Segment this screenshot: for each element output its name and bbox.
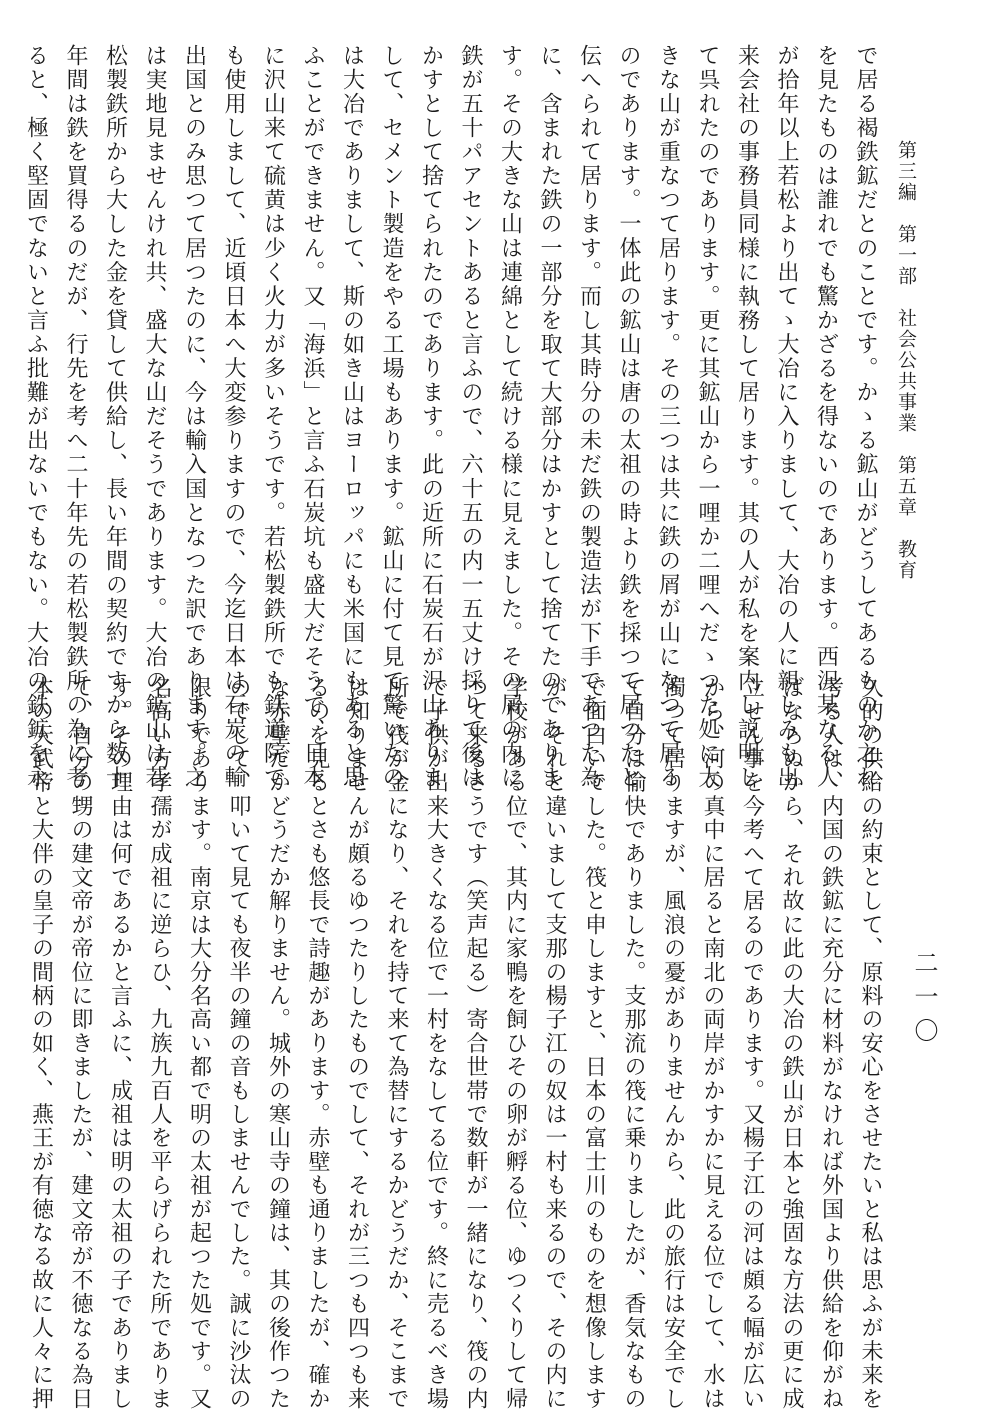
text-column: 名高い方孝孺が成祖に逆らひ、九族九百人を平らげられた所でありま — [147, 676, 172, 1411]
text-column: 所で筏が金になり、それを持て来て為替にするかどうだか、そこまで — [384, 676, 409, 1411]
text-column: のであります。一体此の鉱山は唐の太祖の時より鉄を採つて居つたと — [616, 44, 641, 790]
text-column: に沢山来て硫黄は少く火力が多いそうです。若松製鉄所でも鉄道院で — [260, 44, 286, 790]
text-column: 学校がある位で、其内に家鴨を飼ひその卵が孵る位、ゆつくりして帰 — [502, 676, 528, 1411]
text-column: 鉄が五十パアセントあると言ふので、六十五の内一五丈け採りて後は — [458, 44, 483, 790]
text-column: 濁つて居りますが、風浪の憂がありませんから、此の旅行は安全でし — [660, 676, 686, 1411]
text-column: ると、極く堅固でないと言ふ批難が出ないでもない。大冶の鉄鉱を永 — [23, 44, 49, 790]
text-column: 考る人は、内国の鉄鉱に充分に材料がなければ外国より供給を仰がね — [818, 676, 844, 1411]
text-column: が拾年以上若松より出てゝ大冶に入りまして、大冶の人に親しみも出 — [774, 44, 799, 790]
text-column: 立せん事を今考へて居るのであります。又楊子江の河は頗る幅が広い — [739, 676, 765, 1411]
text-column: は実地見ませんけれ共、盛大な山だそうであります。大冶の鉱山は若 — [142, 44, 167, 790]
text-column: な赤壁だかどうだか解りません。城外の寒山寺の鐘は、其の後作つた — [265, 676, 291, 1411]
text-column: るのを見るとさも悠長で詩趣があります。赤壁も通りましたが、確か — [305, 676, 330, 1411]
text-column: が、それと違いまして支那の楊子江の奴は一村も来るので、その内に — [542, 676, 567, 1411]
text-column: から、河の真中に居ると南北の両岸がかすかに見える位でして、水は — [700, 676, 725, 1411]
text-column: きな山が重なつて居ります。その三つは共に鉄の屑が山になつて居る — [655, 44, 681, 790]
text-column: 年間は鉄を買得るのだが、行先を考へ二十年先の若松製鉄所の為に考 — [63, 44, 88, 790]
text-column: 来会社の事務員同様に執務して居ります。其の人が私を案内し説明し — [734, 44, 760, 790]
text-column: 出国とのみ思つて居つたのに、今は輸入国となつた訳であります。之 — [181, 44, 207, 790]
text-column: ふことができません。又「海浜」と言ふ石炭坑も盛大だそうで、日本 — [300, 44, 325, 790]
text-column: 本の天武帝と大伴の皇子の間柄の如く、燕王が有徳なる故に人々に押 — [28, 676, 54, 1411]
text-column: ばならぬから、それ故に此の大冶の鉄山が日本と強固な方法の更に成 — [779, 676, 804, 1411]
text-column: 伝へられて居ります。而し其時分の未だ鉄の製造法が下手であつた為 — [576, 44, 602, 790]
text-column: のでして、叩いて見ても夜半の鐘の音もしませんでした。誠に沙汰の — [226, 676, 251, 1411]
text-column: に、含まれた鉄の一部分を取て大部分はかすとして捨てたのでありま — [537, 44, 562, 790]
text-column: も使用しまして、近頃日本へ大変参りますので、今迄日本は石炭の輸 — [221, 44, 246, 790]
text-column: て呉れたのであります。更に其鉱山から一哩か二哩へだゝつた処に大 — [695, 44, 720, 790]
text-column: 松製鉄所から大した金を貸して供給し、長い年間の契約ですから数十 — [102, 44, 128, 790]
text-column: かすとして捨てられたのであります。此の近所に石炭石が沢山ありま — [418, 44, 444, 790]
text-column: で子供が出来大きくなる位で一村をなしてる位です。終に売るべき場 — [423, 676, 449, 1411]
upper-text-block — [23, 44, 885, 790]
text-column: て、自分の甥の建文帝が帝位に即きましたが、建文帝が不徳なる為日 — [68, 676, 93, 1411]
running-header: 第三編 第一部 社会公共事業 第五章 教育 — [895, 140, 917, 581]
text-column: は知りませんが頗るゆつたりしたものでして、それが三つも四つも来 — [344, 676, 370, 1411]
text-column: 久的の供給の約束として、原料の安心をさせたいと私は思ふが未来を — [858, 676, 883, 1411]
text-column: で面白いでした。筏と申しますと、日本の富士川のものを想像します — [581, 676, 607, 1411]
text-column: す。その理由は何であるかと言ふに、成祖は明の太祖の子でありまし — [107, 676, 133, 1411]
lower-text-block — [28, 676, 890, 1411]
text-column: つて来るさうです（笑声起る）寄合世帯で数軒が一緒になり、筏の内 — [463, 676, 488, 1411]
text-column: は大冶でありまして、斯の如き山はヨーロッパにも米国にもあると思 — [339, 44, 365, 790]
text-column: で居る褐鉄鉱だとのことです。かゝる鉱山がどうしてあるものか之れ — [853, 44, 878, 790]
text-column: 限りであります。南京は大分名高い都で明の太祖が起つた処です。又 — [186, 676, 212, 1411]
text-column: を見たものは誰れでも驚かざるを得ないのであります。西沢某なる人 — [813, 44, 839, 790]
text-column: して、セメント製造をやる工場もあります。鉱山に付て見て驚いたの — [379, 44, 404, 790]
page-number: 二一〇 — [910, 950, 938, 1052]
text-column: す。その大きな山は連綿として続ける様に見えました。その屑の内に — [497, 44, 523, 790]
text-column: て自分は愉快でありました。支那流の筏に乗りましたが、香気なもの — [621, 676, 646, 1411]
